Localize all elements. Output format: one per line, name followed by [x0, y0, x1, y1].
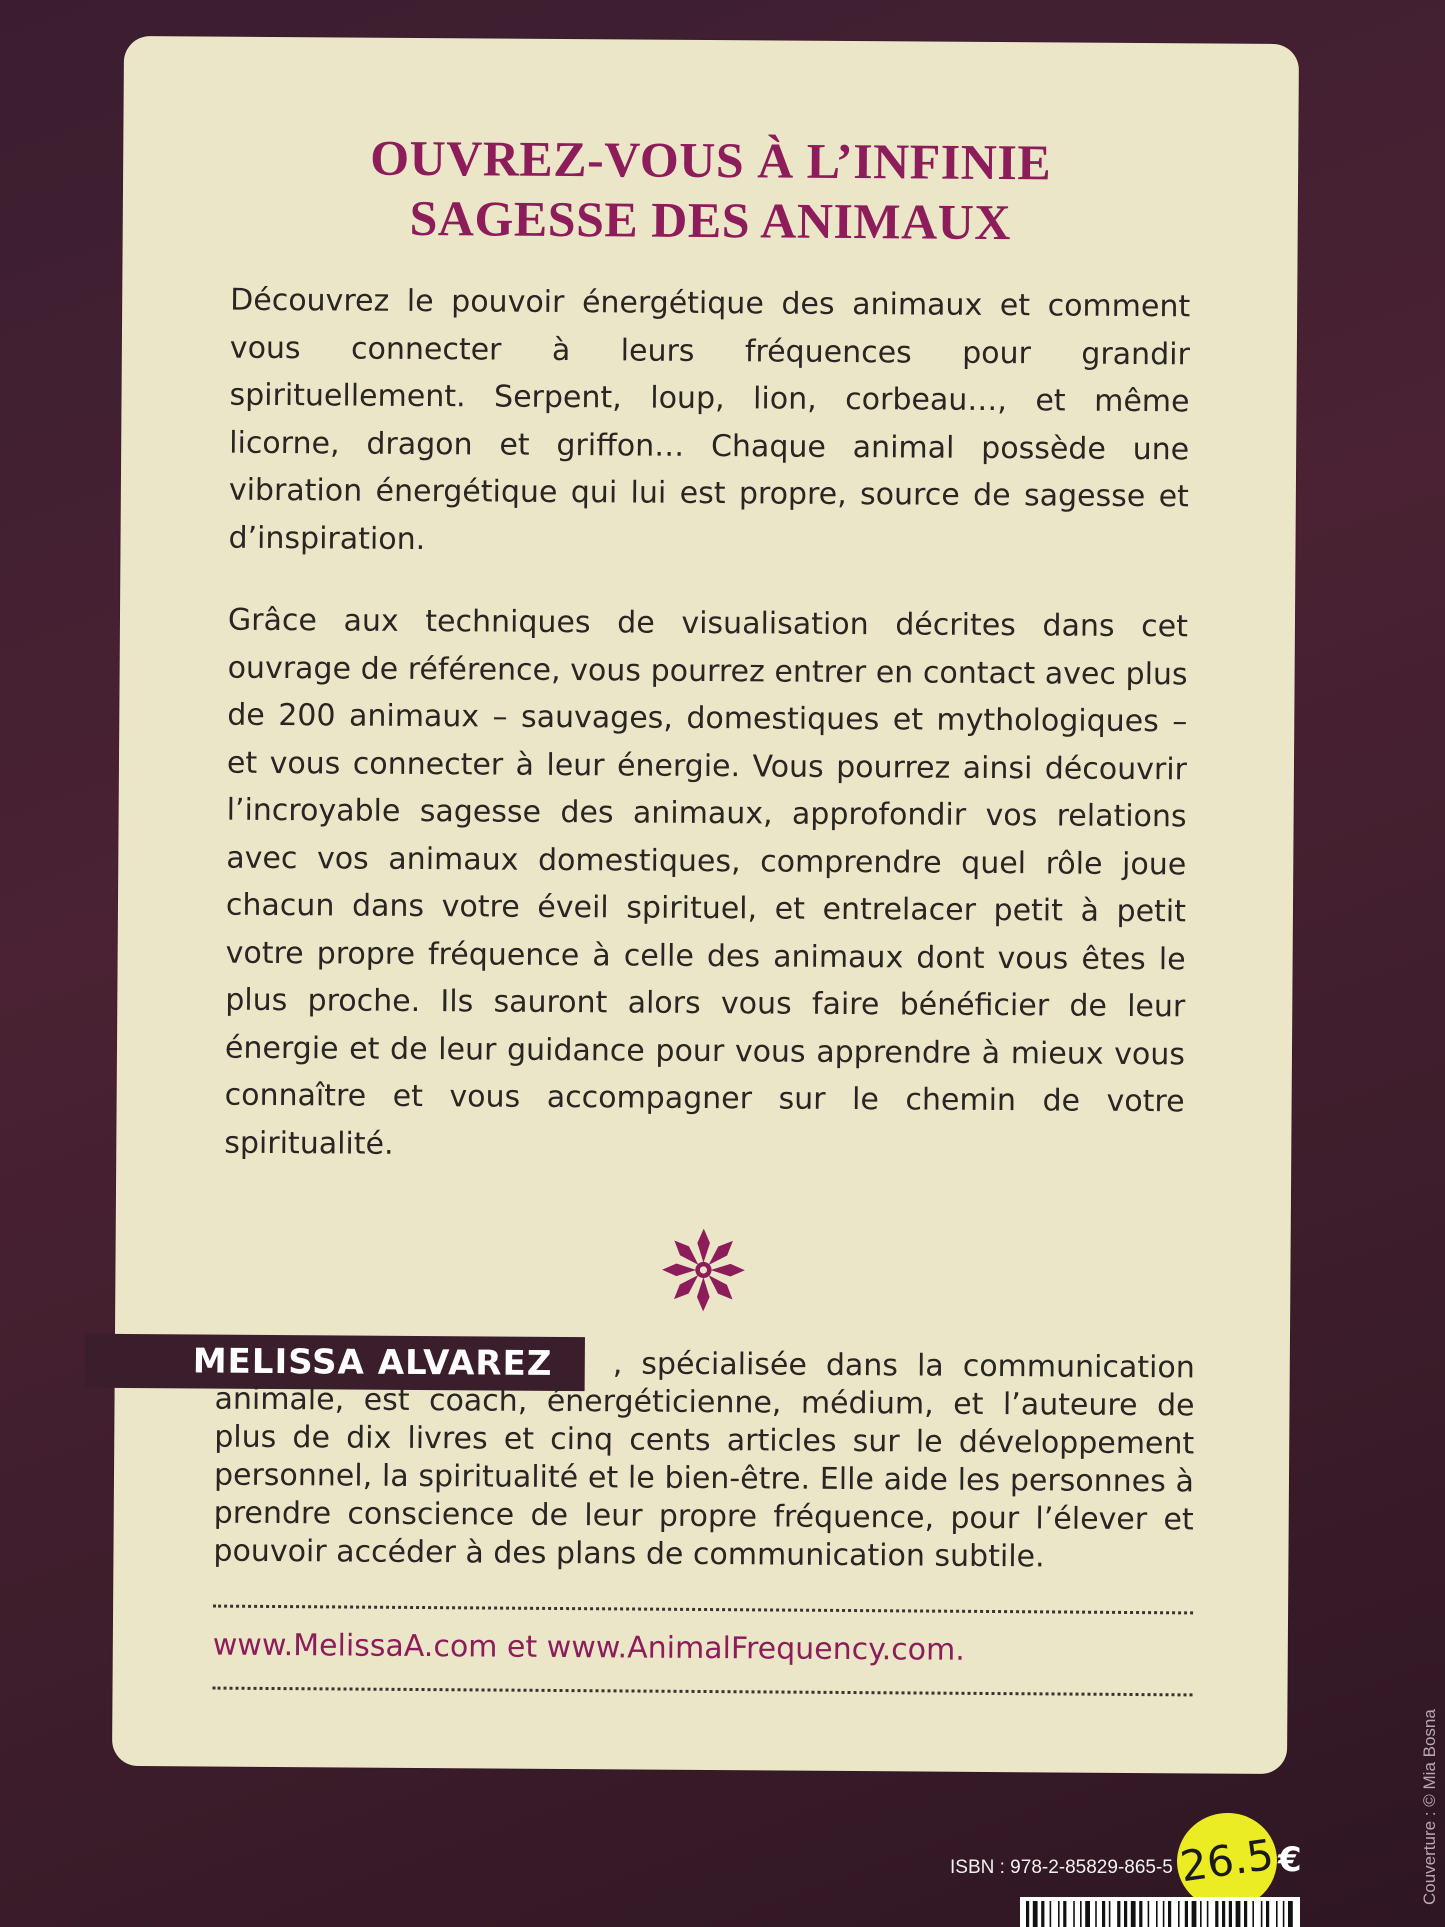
barcode-bar — [1261, 1901, 1263, 1927]
barcode-bar — [1252, 1901, 1254, 1927]
barcode-bar — [1050, 1901, 1052, 1927]
barcode-bar — [1063, 1901, 1066, 1927]
barcode-bar — [1266, 1901, 1269, 1927]
back-cover-panel — [112, 36, 1299, 1774]
barcode-bar — [1178, 1901, 1180, 1927]
barcode-bar — [1095, 1901, 1097, 1927]
barcode-bar — [1080, 1901, 1082, 1927]
headline-line-1: OUVREZ-VOUS À L’INFINIE — [370, 129, 1052, 191]
barcode-bar — [1131, 1901, 1136, 1927]
asterisk-star-icon — [658, 1225, 749, 1316]
barcode-bar — [1244, 1901, 1247, 1927]
barcode-bar — [1124, 1901, 1127, 1927]
barcode-bar — [1288, 1901, 1293, 1927]
barcode-bar — [1185, 1901, 1188, 1927]
ornament-petal — [697, 1229, 710, 1263]
author-bio — [213, 1343, 1195, 1578]
barcode-bar — [1117, 1901, 1120, 1927]
price-sticker: 26.5 — [1171, 1807, 1283, 1916]
dotted-divider-top — [213, 1605, 1193, 1615]
barcode-bar — [1163, 1901, 1165, 1927]
currency-symbol: € — [1278, 1840, 1302, 1880]
ornament-petal — [697, 1277, 710, 1311]
author-bio-text: , spécialisée dans la communication animale, est coach, énergéticienne, médium, et l’auteure de plus de dix livres et cinq cents articles sur le développement personnel, la spiritualité et le bien-être. Elle aide les personnes à prendre conscience de leur propre fréquence, pour l’élever et pouvoir accéder à des plans de communication subtile. — [213, 1346, 1195, 1575]
barcode-bar — [1156, 1901, 1158, 1927]
barcode-bar — [1109, 1901, 1111, 1927]
barcode-bar — [1207, 1901, 1209, 1927]
ornament-petal — [711, 1264, 745, 1277]
barcode-bar — [1222, 1901, 1225, 1927]
barcode-bar — [1139, 1901, 1142, 1927]
barcode-bar — [1085, 1901, 1090, 1927]
author-name-banner: MELISSA ALVAREZ — [85, 1334, 585, 1391]
blurb-paragraph-1: Découvrez le pouvoir énergétique des animaux et comment vous connecter à leurs fréquences pour grandir spirituellement. Serpent, loup, lion, corbeau…, et même licorne, dragon et griffon… Chaque animal possède une vibration énergétique qui lui est propre, source de sagesse et d’inspiration. — [228, 282, 1191, 557]
barcode-bar — [1058, 1901, 1060, 1927]
book-headline — [123, 126, 1299, 254]
barcode-bar — [1041, 1901, 1044, 1927]
blurb-paragraph-2: Grâce aux techniques de visualisation décrites dans cet ouvrage de référence, vous pourrez entrer en contact avec plus de 200 animaux – sauvages, domestiques et mythologiques – et vous connecter à leur énergie. Vous pourrez ainsi découvrir l’incroyable sagesse des animaux, approfondir vos relations avec vos animaux domestiques, comprendre quel rôle joue chacun dans votre éveil spirituel, et entrelacer petit à petit votre propre fréquence à celle des animaux dont vous êtes le plus proche. Ils sauront alors vous faire bénéficier de leur énergie et de leur guidance pour vous apprendre à mieux vous connaître et vous accompagner sur le chemin de votre spiritualité. — [224, 602, 1189, 1162]
barcode-bar — [1283, 1901, 1285, 1927]
barcode-bar — [1236, 1901, 1241, 1927]
barcode — [1020, 1897, 1300, 1927]
website-links[interactable]: www.MelissaA.com et www.AnimalFrequency.com. — [212, 1627, 965, 1668]
barcode-bar — [1276, 1901, 1278, 1927]
headline-line-2: SAGESSE DES ANIMAUX — [409, 189, 1012, 251]
isbn-number: ISBN : 978-2-85829-865-5 — [950, 1857, 1173, 1878]
barcode-bar — [1148, 1901, 1150, 1927]
ornament-petal — [662, 1263, 696, 1276]
barcode-bar — [1200, 1901, 1202, 1927]
barcode-bar — [1102, 1901, 1105, 1927]
barcode-bar — [1026, 1901, 1029, 1927]
barcode-bar — [1192, 1901, 1197, 1927]
cover-credit: Couverture : © Mia Bosna — [1420, 1709, 1439, 1905]
barcode-bar — [1168, 1901, 1171, 1927]
dotted-divider-bottom — [213, 1687, 1193, 1697]
barcode-bar — [1073, 1901, 1075, 1927]
barcode-bar — [1033, 1901, 1038, 1927]
barcode-bar — [1229, 1901, 1232, 1927]
barcode-bar — [1215, 1901, 1218, 1927]
